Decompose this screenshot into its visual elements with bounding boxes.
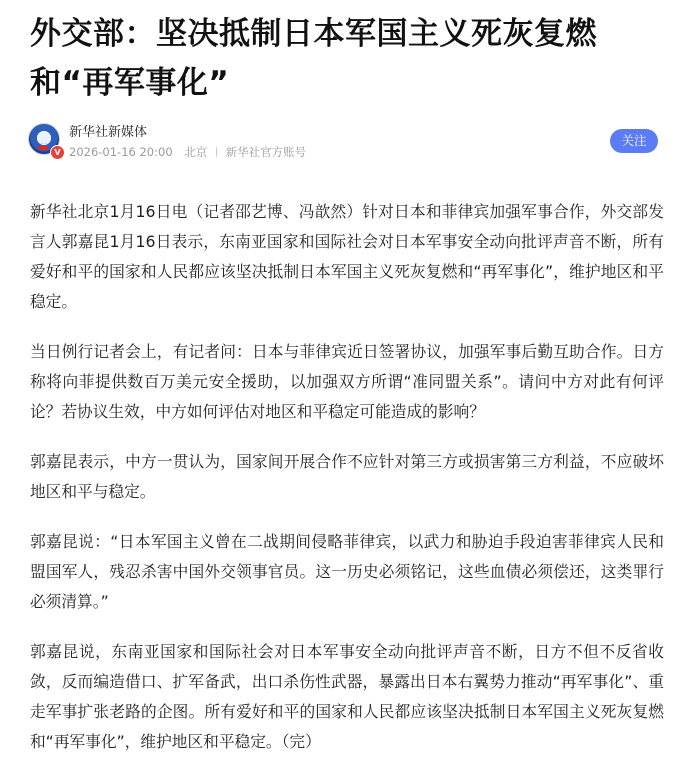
article-meta bbox=[69, 144, 306, 160]
article-paragraph: 郭嘉昆表示，中方一贯认为，国家间开展合作不应针对第三方或损害第三方利益，不应破坏地区和平与稳定。 bbox=[30, 452, 664, 501]
article-paragraph: 当日例行记者会上，有记者问：日本与菲律宾近日签署协议，加强军事后勤互助合作。日方称将向菲提供数百万美元安全援助，以加强双方所谓“准同盟关系”。请问中方对此有何评论？若协议生效，中方如何评估对地区和平稳定可能造成的影响？ bbox=[30, 342, 664, 421]
article-title: 外交部：坚决抵制日本军国主义死灰复燃和“再军事化” bbox=[30, 16, 597, 101]
verified-badge-icon: V bbox=[50, 145, 65, 160]
author-name[interactable]: 新华社新媒体 bbox=[69, 125, 148, 140]
article-paragraph: 郭嘉昆说：“日本军国主义曾在二战期间侵略菲律宾，以武力和胁迫手段迫害菲律宾人民和盟国军人，残忍杀害中国外交领事官员。这一历史必须铭记，这些血债必须偿还，这类罪行必须清算。” bbox=[30, 532, 664, 611]
xinhua-logo-icon[interactable] bbox=[28, 123, 60, 155]
article-paragraph: 新华社北京1月16日电（记者邵艺博、冯歆然）针对日本和菲律宾加强军事合作，外交部发言人郭嘉昆1月16日表示，东南亚国家和国际社会对日本军事安全动向批评声音不断，所有爱好和平的国家和人民都应该坚决抵制日本军国主义死灰复燃和“再军事化”，维护地区和平稳定。 bbox=[30, 202, 664, 311]
account-label: 新华社官方账号 bbox=[225, 145, 307, 159]
article-body bbox=[30, 197, 664, 777]
publish-timestamp: 2026-01-16 20:00 bbox=[69, 145, 173, 159]
meta-divider bbox=[216, 147, 217, 157]
globe-icon bbox=[37, 131, 51, 145]
follow-button[interactable]: 关注 bbox=[610, 129, 658, 153]
article-paragraph: 郭嘉昆说，东南亚国家和国际社会对日本军事安全动向批评声音不断，日方不但不反省收敛，反而编造借口、扩军备武，出口杀伤性武器，暴露出日本右翼势力推动“再军事化”、重走军事扩张老路的企图。所有爱好和平的国家和人民都应该坚决抵制日本军国主义死灰复燃和“再军事化”，维护地区和平稳定。（完） bbox=[30, 642, 664, 751]
logo-mark bbox=[38, 146, 48, 150]
author-bar bbox=[28, 123, 660, 163]
publish-location: 北京 bbox=[184, 145, 208, 159]
